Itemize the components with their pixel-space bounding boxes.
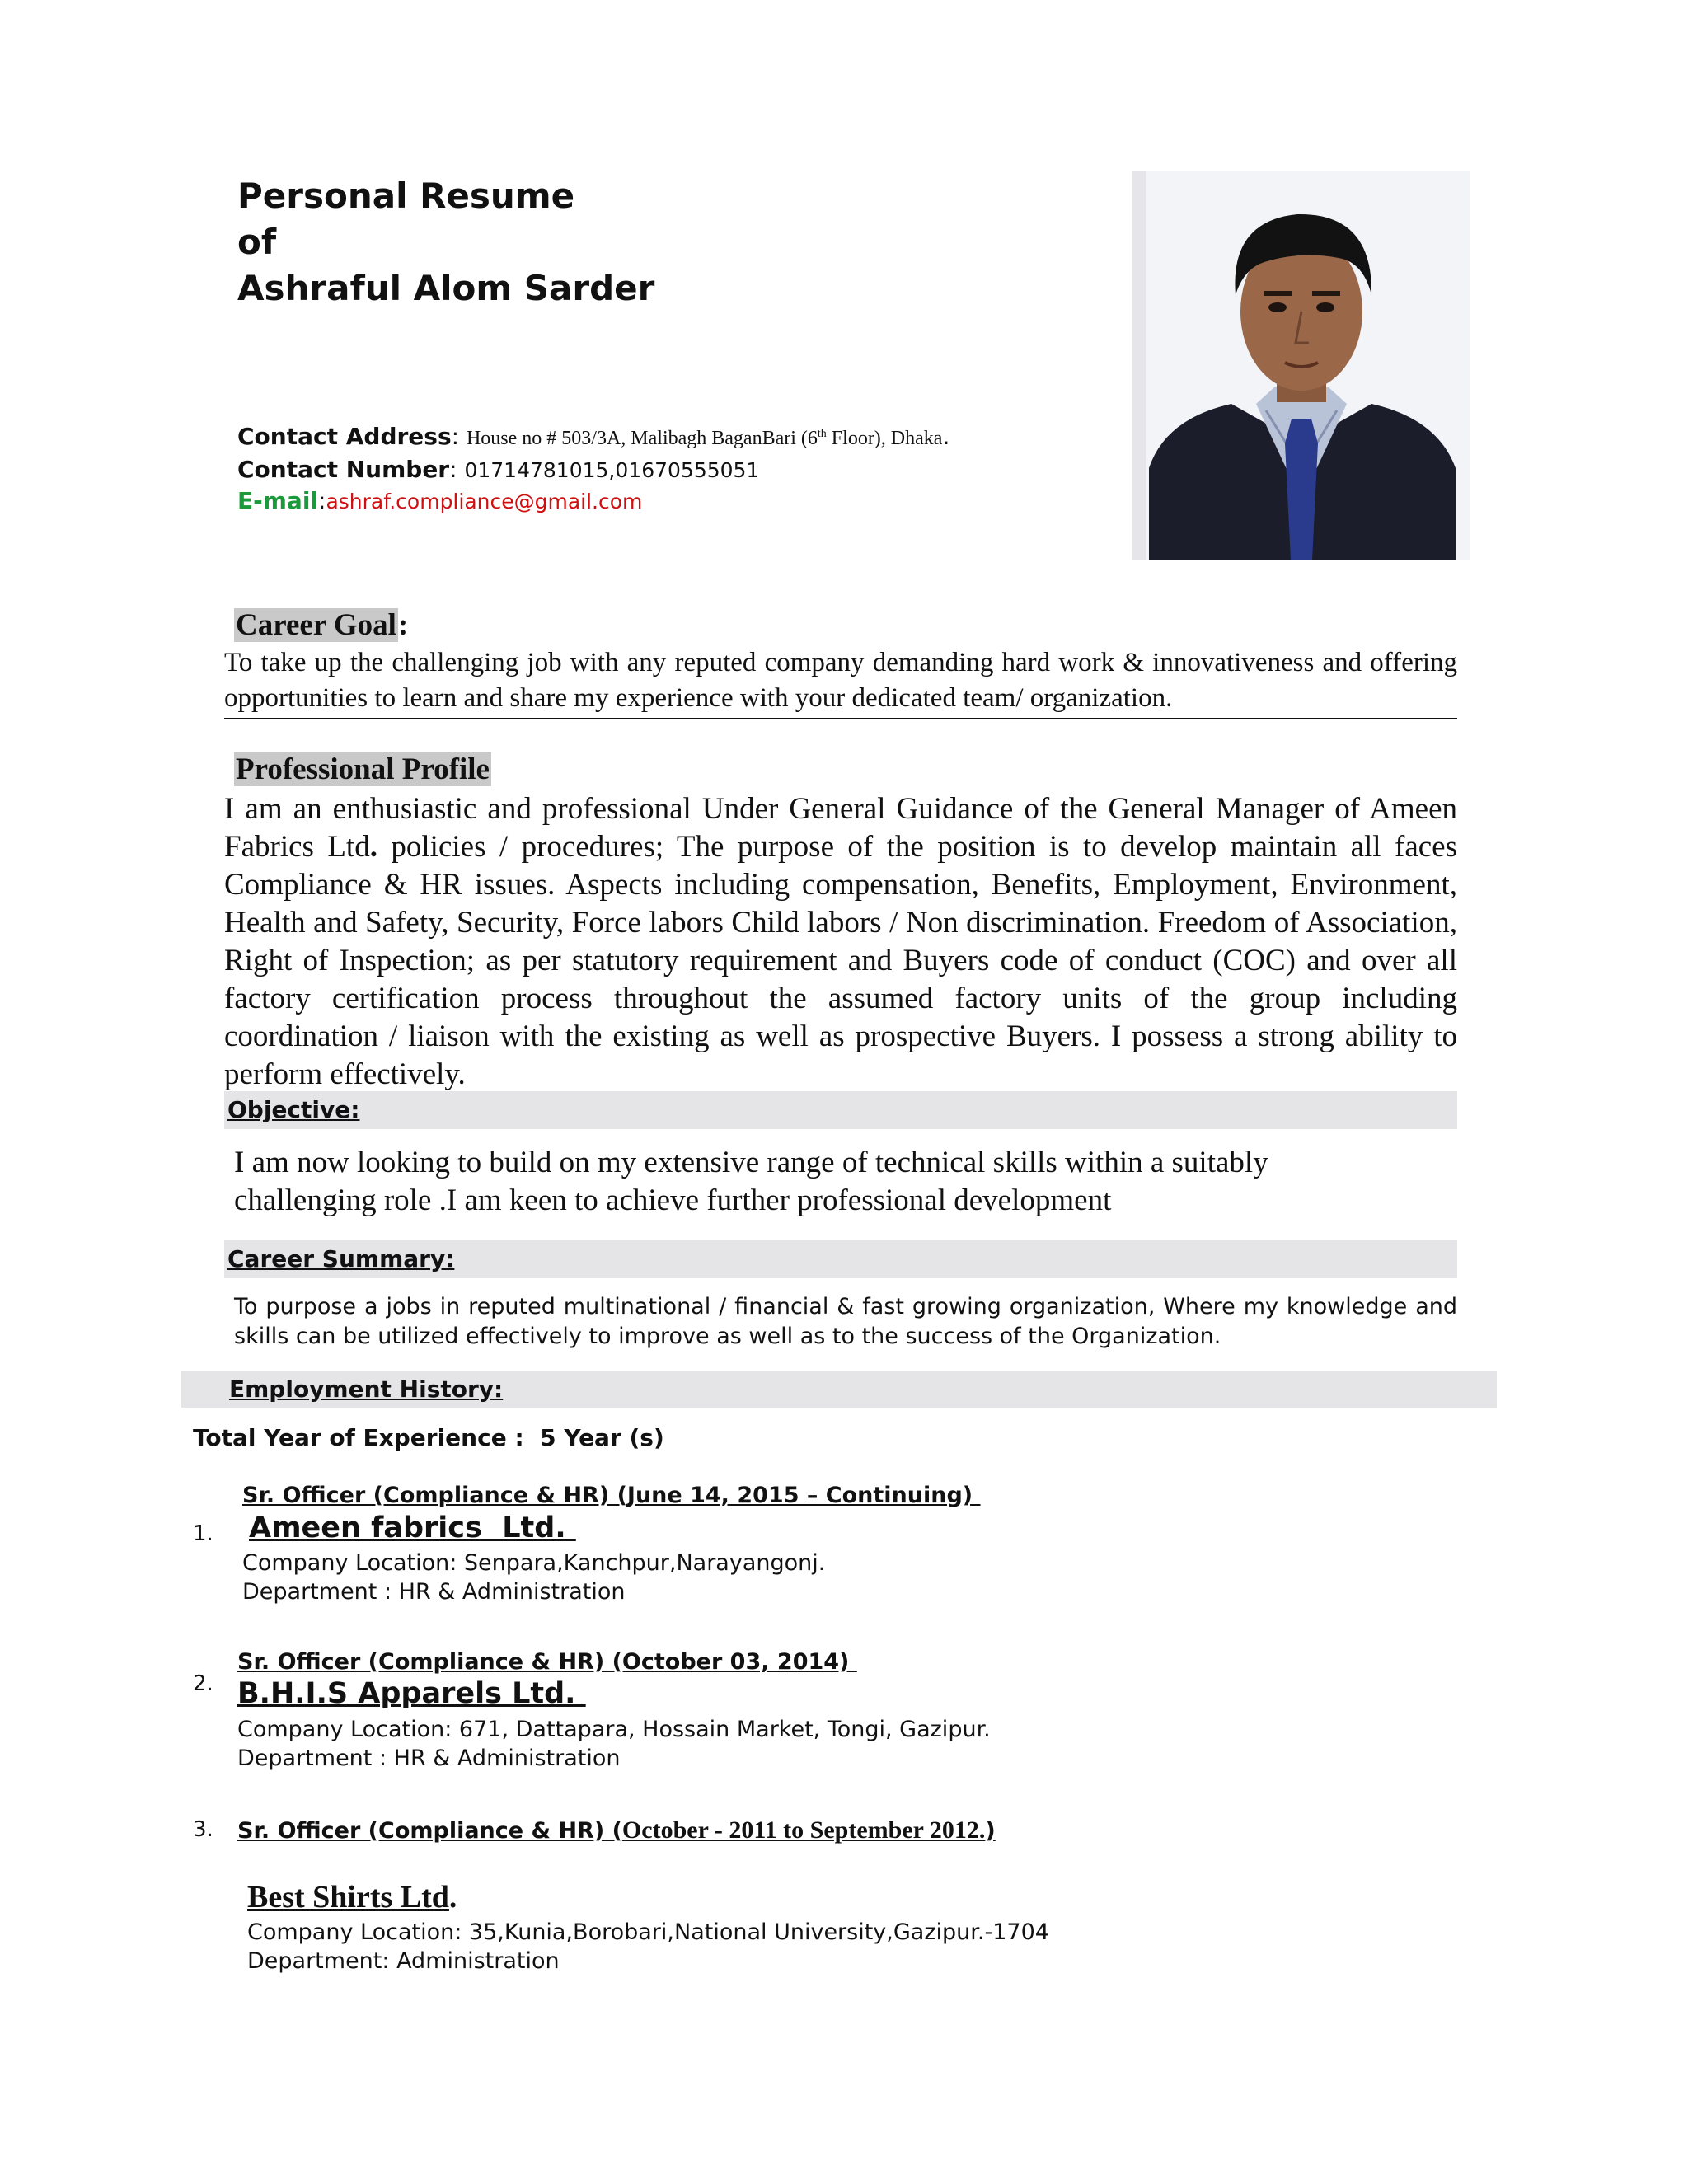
email-row: E-mail:ashraf.compliance@gmail.com [237,487,643,514]
career-goal-heading: Career Goal: [236,608,409,642]
objective-bar [224,1091,1457,1129]
resume-title [237,173,654,312]
career-goal-text: To take up the challenging job with any reputed company demanding hard work & innovativeness and offering opportunities to learn and share my experience with your dedicated team/ organization. [224,645,1457,719]
job-1-title: Sr. Officer (Compliance & HR) (June 14, 2015 – Continuing) [242,1483,981,1508]
job-2-title: Sr. Officer (Compliance & HR) (October 03, 2014) [237,1649,857,1675]
career-summary-text: To purpose a jobs in reputed multinational / financial & fast growing organization, Where my knowledge and skills can be utilized effectively to improve as well as to the success of the Organization. [234,1294,1457,1349]
contact-number-value: 01714781015,01670555051 [464,458,760,482]
employment-history-heading: Employment History: [229,1376,504,1403]
objective-text: I am now looking to build on my extensive range of technical skills within a suitably challenging role .I am keen to achieve further professional development [234,1146,1268,1217]
job-3-department: Department: Administration [247,1948,560,1974]
title-line-2: of [237,222,277,262]
objective-heading: Objective: [227,1096,360,1123]
job-3-number: 3. [193,1817,213,1842]
job-2-location: Company Location: 671, Dattapara, Hossain Market, Tongi, Gazipur. [237,1717,991,1742]
title-line-1: Personal Resume [237,176,575,216]
job-2-number: 2. [193,1671,213,1696]
contact-address-label: Contact Address [237,423,452,450]
career-summary-heading: Career Summary: [227,1245,455,1272]
job-1-location: Company Location: Senpara,Kanchpur,Narayangonj. [242,1550,826,1576]
professional-profile-heading: Professional Profile [236,752,490,786]
contact-number-row: Contact Number: 01714781015,01670555051 [237,456,760,483]
contact-address-value: House no # 503/3A, Malibagh BaganBari (6th Floor), Dhaka [466,428,943,449]
job-1-details [242,1549,825,1606]
contact-block [237,419,950,517]
email-label: E-mail [237,487,319,514]
total-experience: Total Year of Experience : 5 Year (s) [193,1424,664,1451]
job-1-company: Ameen fabrics Ltd. [249,1511,576,1544]
job-2-department: Department : HR & Administration [237,1746,621,1771]
contact-address-row: Contact Address: House no # 503/3A, Malibagh BaganBari (6th Floor), Dhaka. [237,423,950,450]
email-value[interactable]: ashraf.compliance@gmail.com [326,490,643,513]
job-1-number: 1. [193,1521,213,1546]
job-2-company: B.H.I.S Apparels Ltd. [237,1677,586,1710]
job-3-location: Company Location: 35,Kunia,Borobari,National University,Gazipur.-1704 [247,1919,1049,1945]
portrait-image [1132,171,1470,560]
professional-profile-text: I am an enthusiastic and professional Under General Guidance of the General Manager of Ameen Fabrics Ltd. policies / procedures; The purpose of the position is to develop maintain all faces Compliance & HR issues. Aspects including compensation, Benefits, Employment, Environment, Health and Safety, Security, Force labors Child labors / Non discrimination. Freedom of Association, Right of Inspection; as per statutory requirement and Buyers code of conduct (COC) and over all factory certification process throughout the assumed factory units of the group including coordination / liaison with the existing as well as prospective Buyers. I possess a strong ability to perform effectively. [224,792,1457,1091]
job-3-title: Sr. Officer (Compliance & HR) (October - 2011 to September 2012.) [237,1816,996,1844]
job-3-company: Best Shirts Ltd. [247,1880,457,1915]
job-2-details [237,1715,991,1773]
profile-photo [1132,171,1470,560]
job-1-department: Department : HR & Administration [242,1579,626,1605]
title-line-3: Ashraful Alom Sarder [237,268,655,308]
job-3-details [247,1918,1049,1975]
contact-number-label: Contact Number [237,456,450,483]
